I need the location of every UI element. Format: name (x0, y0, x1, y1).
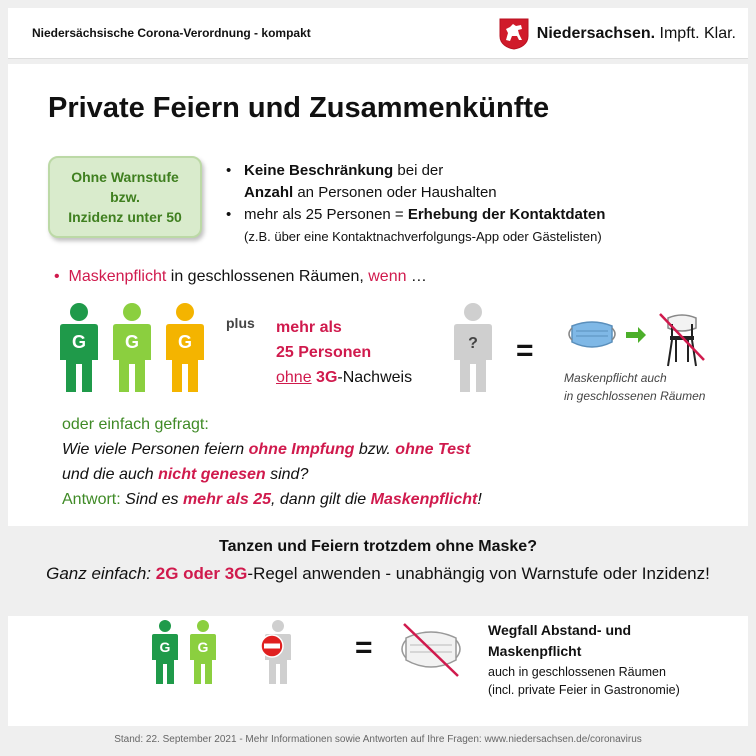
wegfall-line-2: Maskenpflicht (488, 643, 582, 659)
ask-l3-c: sind? (265, 466, 309, 483)
page-title: Private Feiern und Zusammenkünfte (48, 92, 550, 124)
person-icon-yellow (166, 303, 204, 392)
mask-crossed-out-icon (396, 620, 466, 678)
bullet-1-line2-bold: Anzahl (244, 184, 294, 201)
badge-line-1: Ohne Warnstufe (71, 169, 179, 185)
mask-end: … (406, 268, 427, 285)
question-block (62, 412, 482, 512)
ask-line-2 (62, 437, 482, 462)
lower-saxony-horse-crest-icon (499, 18, 529, 50)
mask-note-line-1: Maskenpflicht auch (564, 371, 667, 385)
mask-required-icons (568, 310, 718, 368)
equals-sign: = (516, 334, 534, 367)
badge-line-3: Inzidenz unter 50 (68, 209, 182, 225)
dance-band (0, 530, 756, 614)
bullet-item-1: • Keine Beschränkung bei der (226, 162, 444, 179)
ask-l2-a: Wie viele Personen feiern (62, 441, 249, 458)
unknown-person-icon (448, 302, 498, 394)
bullet-item-2: • mehr als 25 Personen = Erhebung der Kontaktdaten (226, 206, 606, 223)
header-title: Niedersächsische Corona-Verordnung - kompakt (32, 26, 311, 40)
bullet-item-1-line-2 (226, 182, 605, 204)
mask-wenn: wenn (368, 268, 407, 285)
footer-text: Stand: 22. September 2021 - Mehr Informationen sowie Antworten auf Ihre Fragen: www.niedersachsen.de/coronavirus (114, 734, 642, 745)
warnstufe-badge (48, 156, 202, 238)
band-text (40, 562, 716, 586)
g-label-3: G (177, 332, 193, 352)
chair-mask-crossed-icon (660, 314, 704, 366)
gg-persons-group (148, 620, 222, 686)
condition-line-3 (276, 365, 412, 390)
wegfall-subtext (488, 663, 680, 699)
arrow-right-icon (626, 327, 646, 343)
bullet-1-rest: bei der (393, 162, 444, 179)
band-text-b: 2G oder 3G (151, 564, 248, 583)
brand-slogan: Impft. Klar. (659, 25, 736, 42)
equals-sign-bottom: = (355, 631, 373, 664)
ask-l2-d: ohne Test (395, 441, 471, 458)
wegfall-line-1: Wegfall Abstand- und (488, 622, 632, 638)
person-icon-green-dark (60, 303, 98, 392)
question-mark: ? (468, 335, 478, 352)
person-icon-green-light-small (190, 620, 216, 684)
person-icon-green-light (113, 303, 151, 392)
condition-ohne: ohne (276, 369, 312, 386)
band-text-c: -Regel anwenden - unabhängig von Warnstufe oder Inzidenz! (247, 564, 710, 583)
mask-word: Maskenpflicht (68, 268, 167, 285)
ask-answer-label: Antwort: (62, 491, 126, 508)
mask-note-line-2: in geschlossenen Räumen (564, 389, 706, 403)
bullet-2-text: mehr als 25 Personen = (244, 206, 408, 223)
ask-line-4 (62, 487, 482, 512)
band-text-a: Ganz einfach: (46, 564, 152, 583)
header-bar (8, 8, 748, 59)
mask-note (564, 369, 705, 405)
bottom-panel (8, 616, 748, 726)
bullet-2-note: (z.B. über eine Kontaktnachverfolgungs-App oder Gästelisten) (244, 229, 602, 244)
mask-mid: in geschlossenen Räumen, (166, 268, 369, 285)
main-panel (8, 64, 748, 526)
ask-l4-e: Maskenpflicht (370, 491, 478, 508)
g-label-small-1: G (159, 639, 171, 655)
ask-l4-f: ! (477, 491, 482, 508)
wegfall-heading (488, 620, 631, 662)
face-mask-icon (569, 322, 615, 347)
condition-line-2: 25 Personen (276, 344, 372, 361)
condition-3g: 3G (316, 369, 338, 386)
ask-l3-a: und die auch (62, 466, 159, 483)
ask-l4-d: , dann gilt die (271, 491, 371, 508)
ask-l4-c: mehr als 25 (182, 491, 272, 508)
condition-nachweis: -Nachweis (337, 369, 413, 386)
ask-l3-b: nicht genesen (158, 466, 266, 483)
ask-intro: oder einfach gefragt: (62, 416, 209, 433)
person-icon-green-dark-small (152, 620, 178, 684)
mask-bullet: • (54, 268, 60, 285)
ask-line-3 (62, 462, 482, 487)
bullet-2-bold: Erhebung der Kontaktdaten (407, 206, 606, 223)
g-label-2: G (124, 332, 140, 352)
rule-bullets (226, 160, 605, 248)
wegfall-sub-line-1: auch in geschlossenen Räumen (488, 665, 666, 679)
bullet-1-bold: Keine Beschränkung (244, 162, 394, 179)
mask-condition-line (54, 268, 427, 286)
ggg-persons-group (54, 302, 214, 394)
ask-l2-b: ohne Impfung (248, 441, 355, 458)
condition-text (276, 315, 412, 390)
brand-name: Niedersachsen. (536, 25, 656, 42)
ask-l4-b: Sind es (125, 491, 183, 508)
g-label-1: G (71, 332, 87, 352)
ask-l2-c: bzw. (354, 441, 396, 458)
band-heading: Tanzen und Feiern trotzdem ohne Maske? (219, 538, 537, 555)
brand-logo[interactable] (499, 18, 736, 50)
badge-line-2: bzw. (110, 189, 140, 205)
wegfall-sub-line-2: (incl. private Feier in Gastronomie) (488, 683, 680, 697)
plus-label: plus (226, 315, 255, 331)
condition-line-1: mehr als (276, 319, 342, 336)
no-entry-person-icon (258, 620, 298, 686)
g-label-small-2: G (197, 639, 209, 655)
bullet-1-line2-rest: an Personen oder Haushalten (293, 184, 497, 201)
